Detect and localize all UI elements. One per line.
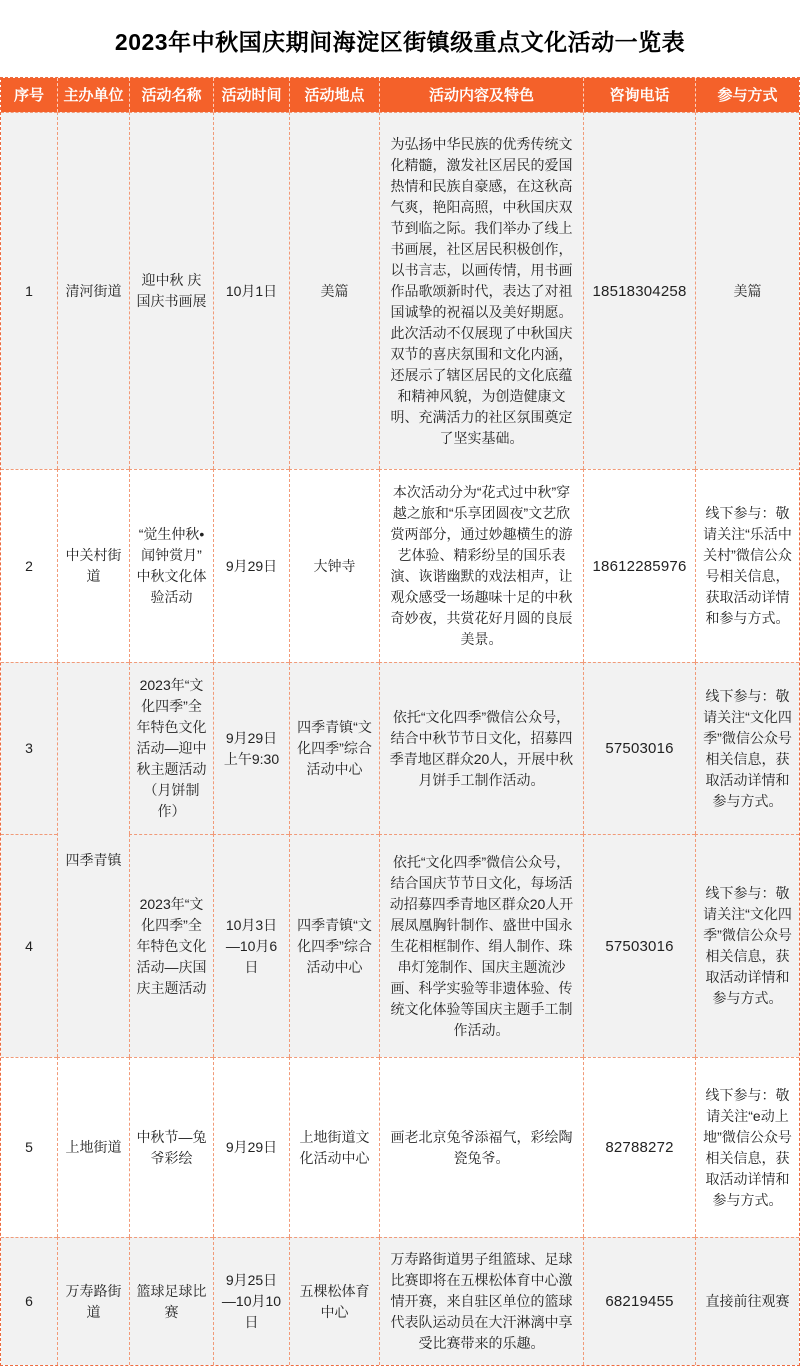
cell-activity-name: 篮球足球比赛 [129,1237,213,1365]
cell-time: 9月29日上午9:30 [213,662,289,834]
cell-organizer: 清河街道 [57,112,129,469]
cell-no: 5 [1,1057,57,1237]
header-organizer: 主办单位 [57,78,129,112]
cell-participation: 线下参与：敬请关注“乐活中关村”微信公众号相关信息，获取活动详情和参与方式。 [695,469,799,662]
activities-table [0,77,800,1366]
cell-organizer: 中关村街道 [57,469,129,662]
cell-location: 四季青镇“文化四季”综合活动中心 [289,834,379,1057]
cell-no: 6 [1,1237,57,1365]
cell-time: 9月29日 [213,469,289,662]
cell-phone: 18612285976 [583,469,695,662]
cell-activity-name: 2023年“文化四季”全年特色文化活动—庆国庆主题活动 [129,834,213,1057]
cell-participation: 美篇 [695,112,799,469]
cell-participation: 线下参与：敬请关注“e动上地”微信公众号相关信息，获取活动详情和参与方式。 [695,1057,799,1237]
table-row [1,662,799,834]
cell-no: 4 [1,834,57,1057]
cell-location: 美篇 [289,112,379,469]
cell-phone: 68219455 [583,1237,695,1365]
header-time: 活动时间 [213,78,289,112]
table-row [1,1057,799,1237]
cell-phone: 18518304258 [583,112,695,469]
cell-content: 万寿路街道男子组篮球、足球比赛即将在五棵松体育中心激情开赛，来自驻区单位的篮球代表队运动员在大汗淋漓中享受比赛带来的乐趣。 [379,1237,583,1365]
page-title: 2023年中秋国庆期间海淀区街镇级重点文化活动一览表 [114,29,686,55]
cell-activity-name: 迎中秋 庆国庆书画展 [129,112,213,469]
cell-content: 依托“文化四季”微信公众号，结合中秋节节日文化，招募四季青地区群众20人，开展中秋月饼手工制作活动。 [379,662,583,834]
cell-location: 五棵松体育中心 [289,1237,379,1365]
cell-content: 本次活动分为“花式过中秋”穿越之旅和“乐享团圆夜”文艺欣赏两部分，通过妙趣横生的游艺体验、精彩纷呈的国乐表演、诙谐幽默的戏法相声，让观众感受一场趣味十足的中秋奇妙夜，共赏花好月圆的良辰美景。 [379,469,583,662]
cell-activity-name: “觉生仲秋•闻钟赏月” 中秋文化体验活动 [129,469,213,662]
cell-location: 大钟寺 [289,469,379,662]
table-row [1,469,799,662]
cell-no: 3 [1,662,57,834]
cell-time: 9月29日 [213,1057,289,1237]
header-location: 活动地点 [289,78,379,112]
header-phone: 咨询电话 [583,78,695,112]
cell-location: 上地街道文化活动中心 [289,1057,379,1237]
cell-organizer: 万寿路街道 [57,1237,129,1365]
header-participation: 参与方式 [695,78,799,112]
cell-time: 10月1日 [213,112,289,469]
header-row [1,78,799,112]
cell-participation: 线下参与：敬请关注“文化四季”微信公众号相关信息，获取活动详情和参与方式。 [695,662,799,834]
cell-content: 依托“文化四季”微信公众号，结合国庆节节日文化，每场活动招募四季青地区群众20人开展凤凰胸针制作、盛世中国永生花相框制作、绢人制作、珠串灯笼制作、国庆主题流沙画、科学实验等非遗体验、传统文化体验等国庆主题手工制作活动。 [379,834,583,1057]
cell-organizer: 四季青镇 [57,662,129,1057]
cell-time: 9月25日—10月10日 [213,1237,289,1365]
cell-location: 四季青镇“文化四季”综合活动中心 [289,662,379,834]
cell-participation: 直接前往观赛 [695,1237,799,1365]
cell-phone: 82788272 [583,1057,695,1237]
cell-no: 2 [1,469,57,662]
cell-activity-name: 中秋节—兔爷彩绘 [129,1057,213,1237]
cell-phone: 57503016 [583,834,695,1057]
header-no: 序号 [1,78,57,112]
cell-phone: 57503016 [583,662,695,834]
cell-content: 画老北京兔爷添福气，彩绘陶瓷兔爷。 [379,1057,583,1237]
cell-activity-name: 2023年“文化四季”全年特色文化活动—迎中秋主题活动（月饼制作） [129,662,213,834]
header-activity-name: 活动名称 [129,78,213,112]
cell-no: 1 [1,112,57,469]
cell-content: 为弘扬中华民族的优秀传统文化精髓，激发社区居民的爱国热情和民族自豪感，在这秋高气爽，艳阳高照，中秋国庆双节到临之际。我们举办了线上书画展，社区居民积极创作，以书言志，以画传情，用书画作品歌颂新时代，表达了对祖国诚挚的祝福以及美好期愿。此次活动不仅展现了中秋国庆双节的喜庆氛围和文化内涵，还展示了辖区居民的文化底蕴和精神风貌，为创造健康文明、充满活力的社区氛围奠定了坚实基础。 [379,112,583,469]
cell-organizer: 上地街道 [57,1057,129,1237]
cell-time: 10月3日—10月6日 [213,834,289,1057]
table-row [1,112,799,469]
cell-participation: 线下参与：敬请关注“文化四季”微信公众号相关信息，获取活动详情和参与方式。 [695,834,799,1057]
table-row [1,1237,799,1365]
header-content: 活动内容及特色 [379,78,583,112]
